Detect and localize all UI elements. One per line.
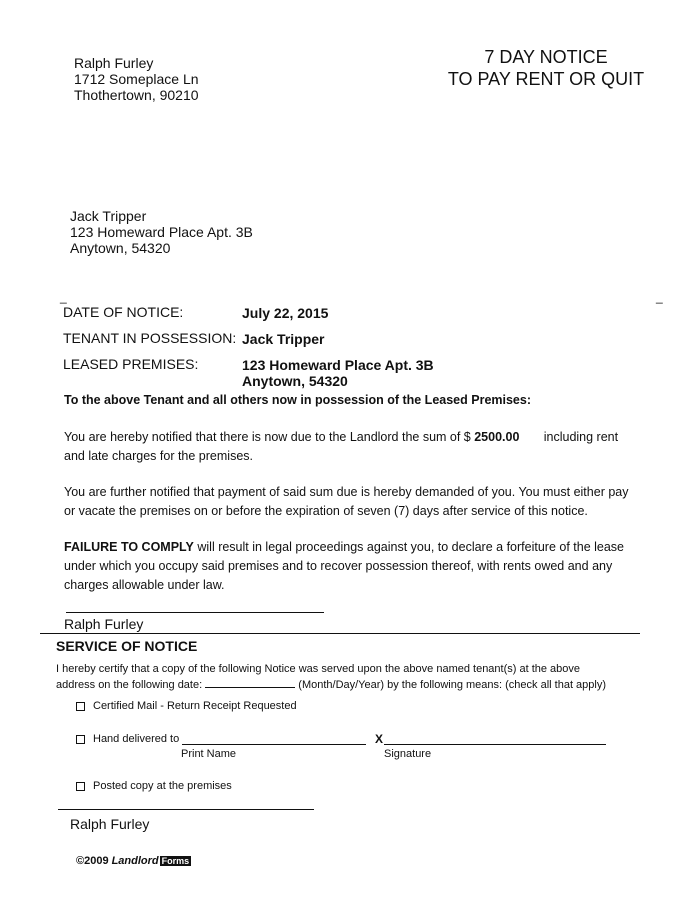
- service-date-field[interactable]: [205, 677, 295, 688]
- option-posted-copy[interactable]: [76, 780, 232, 792]
- premises-value: [242, 357, 434, 389]
- failure-text: will result in legal proceedings against you, to declare a forfeiture of the lease under which you occupy said premises and to recover possession thereof, with rents owed and any charges allowable under law.: [64, 540, 624, 592]
- fold-mark-left: _: [60, 290, 67, 304]
- certified-mail-checkbox[interactable]: [76, 702, 85, 711]
- recipient-street: 123 Homeward Place Apt. 3B: [70, 224, 253, 240]
- fold-mark-right: _: [656, 290, 663, 304]
- title-line-2: TO PAY RENT OR QUIT: [447, 69, 645, 89]
- service-signature-field[interactable]: [384, 744, 606, 745]
- service-title: SERVICE OF NOTICE: [56, 638, 198, 654]
- sender-address: [74, 55, 199, 103]
- certified-mail-label: Certified Mail - Return Receipt Requested: [93, 700, 297, 712]
- premises-line-2: Anytown, 54320: [242, 373, 348, 389]
- print-name-label: Print Name: [181, 748, 237, 760]
- service-certification: [56, 661, 656, 693]
- title-line-1: 7 DAY NOTICE: [484, 47, 608, 67]
- paragraph-demand: You are further notified that payment of said sum due is hereby demanded of you. You must either pay or vacate the premises on or before the expiration of seven (7) days after service of this notice.: [64, 485, 629, 518]
- tenant-value: Jack Tripper: [242, 331, 325, 347]
- copyright-logo: [76, 855, 191, 867]
- signature-label: Signature: [384, 748, 432, 760]
- signature-x-mark: X: [375, 732, 384, 746]
- section-divider: [40, 633, 640, 634]
- date-label: DATE OF NOTICE:: [63, 304, 184, 320]
- recipient-city: Anytown, 54320: [70, 240, 171, 256]
- notice-title: [440, 46, 652, 90]
- recipient-name: Jack Tripper: [70, 208, 147, 224]
- premises-label: LEASED PREMISES:: [63, 356, 199, 372]
- option-hand-delivered[interactable]: [76, 733, 179, 745]
- premises-line-1: 123 Homeward Place Apt. 3B: [242, 357, 434, 373]
- paragraph-failure: [64, 538, 639, 595]
- cert-line-1: I hereby certify that a copy of the following Notice was served upon the above named tenant(s) at the above: [56, 663, 581, 675]
- recipient-address: [70, 208, 253, 256]
- sender-name: Ralph Furley: [74, 55, 154, 71]
- cert-line-2: [56, 677, 656, 693]
- print-name-field[interactable]: [182, 744, 366, 745]
- paragraph-amount-due: [64, 428, 639, 466]
- hand-delivered-checkbox[interactable]: [76, 735, 85, 744]
- amount-lead-text: You are hereby notified that there is now due to the Landlord the sum of $: [64, 430, 475, 444]
- posted-copy-checkbox[interactable]: [76, 782, 85, 791]
- server-signature-line: [58, 809, 314, 810]
- cert-line-2-lead: address on the following date:: [56, 679, 206, 691]
- copyright-text: ©2009: [76, 855, 109, 867]
- brand-name: Landlord: [111, 855, 159, 867]
- option-certified-mail[interactable]: [76, 700, 297, 712]
- amount-trail-text: including rent and late charges for the premises.: [64, 430, 622, 463]
- hand-delivered-label: Hand delivered to: [93, 733, 180, 745]
- date-value: July 22, 2015: [242, 305, 329, 321]
- server-name: Ralph Furley: [70, 816, 150, 832]
- signature-line: [66, 612, 324, 613]
- sender-city: Thothertown, 90210: [74, 87, 199, 103]
- posted-copy-label: Posted copy at the premises: [93, 780, 232, 792]
- amount-value: 2500.00: [474, 430, 520, 444]
- tenant-label: TENANT IN POSSESSION:: [63, 330, 237, 346]
- signature-name: Ralph Furley: [64, 616, 144, 632]
- failure-heading: FAILURE TO COMPLY: [64, 540, 194, 554]
- cert-line-2-trail: (Month/Day/Year) by the following means: (check all that apply): [295, 679, 607, 691]
- sender-street: 1712 Someplace Ln: [74, 71, 199, 87]
- brand-badge: Forms: [161, 856, 190, 866]
- intro-text: To the above Tenant and all others now in possession of the Leased Premises:: [64, 393, 531, 407]
